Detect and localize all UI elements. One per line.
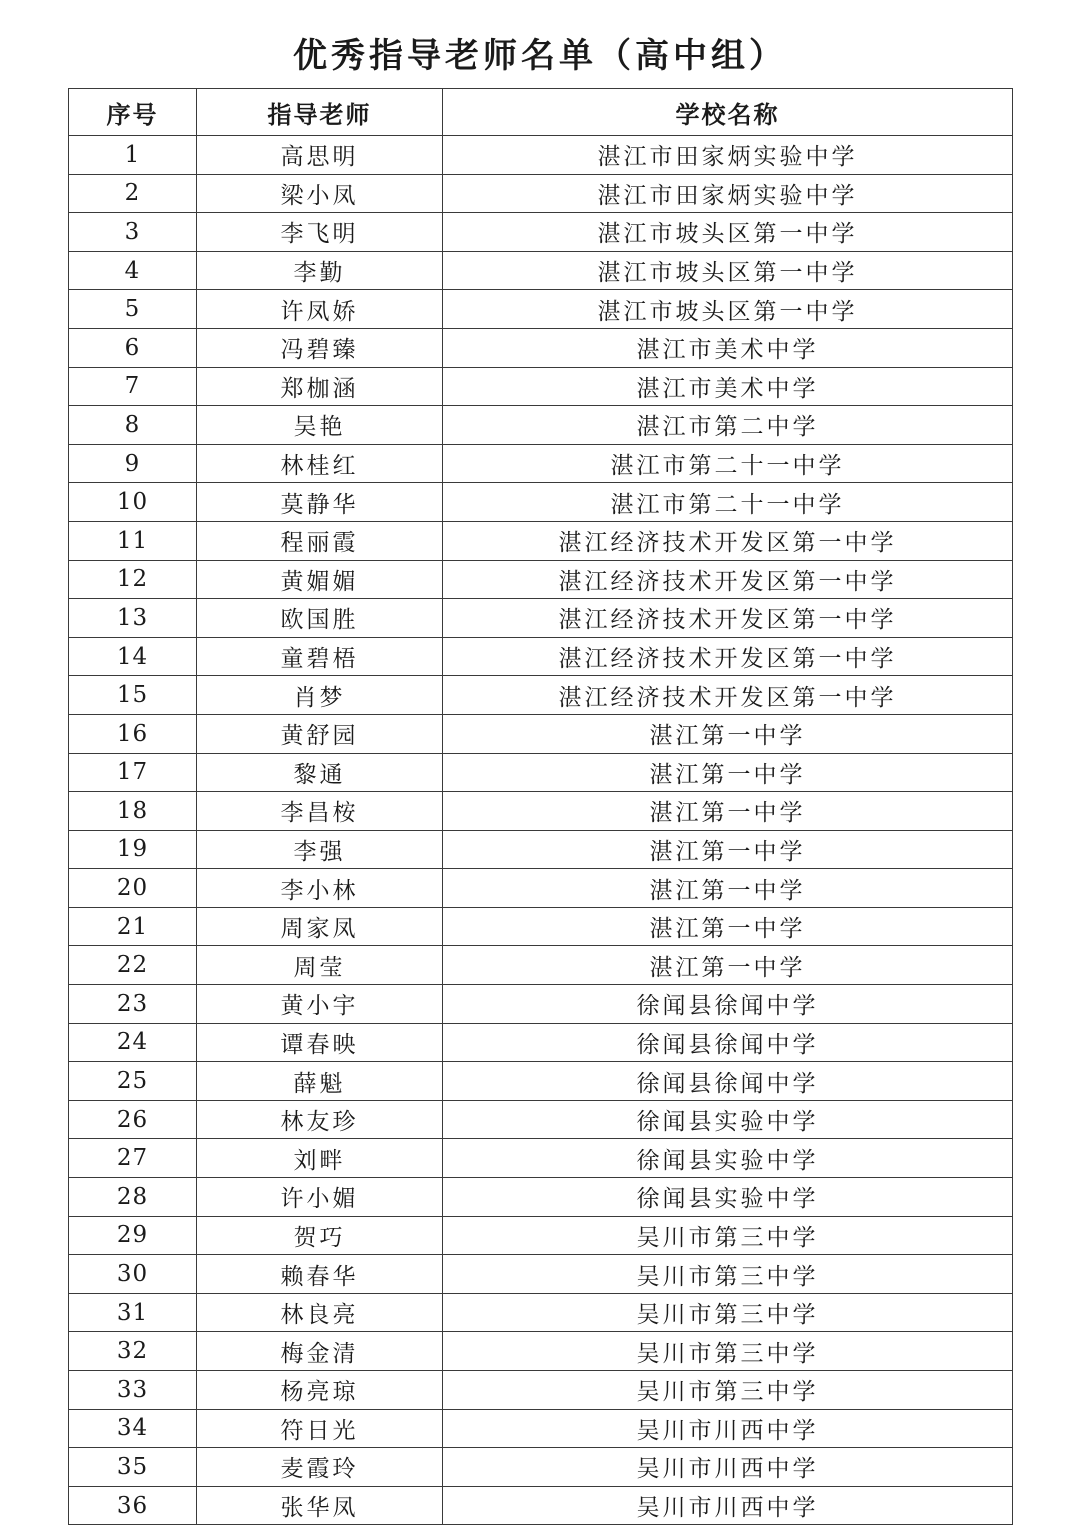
row-index: 3 <box>69 213 197 252</box>
row-school-name: 湛江市第二中学 <box>443 406 1013 445</box>
table-row <box>69 521 1013 560</box>
row-school-name: 徐闻县实验中学 <box>443 1100 1013 1139</box>
table-row <box>69 328 1013 367</box>
row-school-name: 湛江第一中学 <box>443 714 1013 753</box>
row-index: 34 <box>69 1409 197 1448</box>
table-row <box>69 290 1013 329</box>
row-teacher-name: 许小媚 <box>197 1178 443 1217</box>
row-index: 21 <box>69 907 197 946</box>
row-school-name: 湛江市美术中学 <box>443 367 1013 406</box>
table-row <box>69 1409 1013 1448</box>
table-row <box>69 1100 1013 1139</box>
table-row <box>69 1486 1013 1525</box>
row-index: 13 <box>69 599 197 638</box>
row-school-name: 湛江市坡头区第一中学 <box>443 213 1013 252</box>
row-school-name: 吴川市第三中学 <box>443 1216 1013 1255</box>
row-index: 23 <box>69 985 197 1024</box>
row-school-name: 湛江第一中学 <box>443 753 1013 792</box>
row-index: 6 <box>69 328 197 367</box>
table-row <box>69 869 1013 908</box>
table-row <box>69 406 1013 445</box>
row-school-name: 湛江经济技术开发区第一中学 <box>443 637 1013 676</box>
row-school-name: 湛江市坡头区第一中学 <box>443 251 1013 290</box>
row-teacher-name: 薛魁 <box>197 1062 443 1101</box>
row-teacher-name: 高思明 <box>197 136 443 175</box>
row-index: 14 <box>69 637 197 676</box>
row-teacher-name: 刘畔 <box>197 1139 443 1178</box>
table-row <box>69 753 1013 792</box>
row-school-name: 吴川市第三中学 <box>443 1332 1013 1371</box>
table-row <box>69 1255 1013 1294</box>
table-row <box>69 1178 1013 1217</box>
row-school-name: 徐闻县徐闻中学 <box>443 985 1013 1024</box>
row-teacher-name: 欧国胜 <box>197 599 443 638</box>
row-school-name: 吴川市川西中学 <box>443 1486 1013 1525</box>
header-teacher: 指导老师 <box>197 89 443 136</box>
table-row <box>69 1371 1013 1410</box>
row-teacher-name: 李昌桉 <box>197 792 443 831</box>
row-school-name: 湛江经济技术开发区第一中学 <box>443 521 1013 560</box>
row-index: 9 <box>69 444 197 483</box>
row-teacher-name: 莫静华 <box>197 483 443 522</box>
row-teacher-name: 黄小宇 <box>197 985 443 1024</box>
table-body <box>69 136 1013 1525</box>
row-teacher-name: 许凤娇 <box>197 290 443 329</box>
row-index: 15 <box>69 676 197 715</box>
table-row <box>69 1448 1013 1487</box>
row-teacher-name: 郑枷涵 <box>197 367 443 406</box>
row-teacher-name: 李强 <box>197 830 443 869</box>
table-row <box>69 213 1013 252</box>
row-school-name: 吴川市川西中学 <box>443 1409 1013 1448</box>
row-index: 25 <box>69 1062 197 1101</box>
row-index: 33 <box>69 1371 197 1410</box>
row-teacher-name: 冯碧臻 <box>197 328 443 367</box>
row-school-name: 湛江第一中学 <box>443 869 1013 908</box>
row-index: 29 <box>69 1216 197 1255</box>
row-school-name: 徐闻县实验中学 <box>443 1178 1013 1217</box>
table-row <box>69 174 1013 213</box>
row-teacher-name: 周莹 <box>197 946 443 985</box>
row-school-name: 湛江市田家炳实验中学 <box>443 136 1013 175</box>
row-index: 31 <box>69 1293 197 1332</box>
table-row <box>69 1216 1013 1255</box>
row-index: 7 <box>69 367 197 406</box>
table-row <box>69 599 1013 638</box>
row-index: 20 <box>69 869 197 908</box>
table-row <box>69 136 1013 175</box>
table-row <box>69 1332 1013 1371</box>
row-teacher-name: 黄舒园 <box>197 714 443 753</box>
row-index: 22 <box>69 946 197 985</box>
row-teacher-name: 程丽霞 <box>197 521 443 560</box>
row-index: 4 <box>69 251 197 290</box>
row-teacher-name: 黎通 <box>197 753 443 792</box>
row-school-name: 湛江市第二十一中学 <box>443 444 1013 483</box>
row-index: 17 <box>69 753 197 792</box>
row-index: 8 <box>69 406 197 445</box>
table-row <box>69 637 1013 676</box>
page-title: 优秀指导老师名单（高中组） <box>293 36 787 76</box>
row-teacher-name: 林桂红 <box>197 444 443 483</box>
row-index: 36 <box>69 1486 197 1525</box>
header-school: 学校名称 <box>443 89 1013 136</box>
row-index: 1 <box>69 136 197 175</box>
row-teacher-name: 周家凤 <box>197 907 443 946</box>
table-row <box>69 1023 1013 1062</box>
row-index: 10 <box>69 483 197 522</box>
row-index: 32 <box>69 1332 197 1371</box>
row-index: 18 <box>69 792 197 831</box>
row-school-name: 徐闻县实验中学 <box>443 1139 1013 1178</box>
row-teacher-name: 黄媚媚 <box>197 560 443 599</box>
row-teacher-name: 吴艳 <box>197 406 443 445</box>
row-school-name: 吴川市第三中学 <box>443 1255 1013 1294</box>
row-school-name: 湛江市第二十一中学 <box>443 483 1013 522</box>
row-school-name: 湛江第一中学 <box>443 907 1013 946</box>
row-school-name: 湛江市美术中学 <box>443 328 1013 367</box>
row-teacher-name: 符日光 <box>197 1409 443 1448</box>
row-index: 28 <box>69 1178 197 1217</box>
row-teacher-name: 麦霞玲 <box>197 1448 443 1487</box>
row-teacher-name: 梁小凤 <box>197 174 443 213</box>
row-index: 26 <box>69 1100 197 1139</box>
row-school-name: 湛江经济技术开发区第一中学 <box>443 599 1013 638</box>
row-school-name: 徐闻县徐闻中学 <box>443 1062 1013 1101</box>
row-index: 30 <box>69 1255 197 1294</box>
row-school-name: 吴川市第三中学 <box>443 1371 1013 1410</box>
row-teacher-name: 李勤 <box>197 251 443 290</box>
row-school-name: 湛江市坡头区第一中学 <box>443 290 1013 329</box>
table-header-row <box>69 89 1013 136</box>
row-school-name: 湛江经济技术开发区第一中学 <box>443 560 1013 599</box>
row-index: 19 <box>69 830 197 869</box>
row-school-name: 吴川市第三中学 <box>443 1293 1013 1332</box>
row-index: 11 <box>69 521 197 560</box>
row-index: 12 <box>69 560 197 599</box>
table-row <box>69 560 1013 599</box>
row-index: 35 <box>69 1448 197 1487</box>
table-row <box>69 985 1013 1024</box>
table-row <box>69 676 1013 715</box>
teacher-roster-table <box>68 88 1013 1525</box>
row-teacher-name: 杨亮琼 <box>197 1371 443 1410</box>
row-teacher-name: 李飞明 <box>197 213 443 252</box>
row-school-name: 湛江第一中学 <box>443 946 1013 985</box>
header-index: 序号 <box>69 89 197 136</box>
row-index: 2 <box>69 174 197 213</box>
row-teacher-name: 贺巧 <box>197 1216 443 1255</box>
row-school-name: 湛江第一中学 <box>443 830 1013 869</box>
row-school-name: 湛江第一中学 <box>443 792 1013 831</box>
table-row <box>69 367 1013 406</box>
table-row <box>69 1293 1013 1332</box>
table-row <box>69 1139 1013 1178</box>
row-index: 27 <box>69 1139 197 1178</box>
row-teacher-name: 林良亮 <box>197 1293 443 1332</box>
table-row <box>69 792 1013 831</box>
row-teacher-name: 赖春华 <box>197 1255 443 1294</box>
table-row <box>69 830 1013 869</box>
row-index: 16 <box>69 714 197 753</box>
table-row <box>69 444 1013 483</box>
row-school-name: 湛江市田家炳实验中学 <box>443 174 1013 213</box>
row-school-name: 湛江经济技术开发区第一中学 <box>443 676 1013 715</box>
row-teacher-name: 童碧梧 <box>197 637 443 676</box>
row-index: 5 <box>69 290 197 329</box>
row-teacher-name: 李小林 <box>197 869 443 908</box>
table-row <box>69 483 1013 522</box>
row-teacher-name: 林友珍 <box>197 1100 443 1139</box>
row-teacher-name: 梅金清 <box>197 1332 443 1371</box>
row-teacher-name: 谭春映 <box>197 1023 443 1062</box>
row-teacher-name: 张华凤 <box>197 1486 443 1525</box>
row-school-name: 吴川市川西中学 <box>443 1448 1013 1487</box>
row-teacher-name: 肖梦 <box>197 676 443 715</box>
table-row <box>69 714 1013 753</box>
table-row <box>69 946 1013 985</box>
row-school-name: 徐闻县徐闻中学 <box>443 1023 1013 1062</box>
table-row <box>69 907 1013 946</box>
row-index: 24 <box>69 1023 197 1062</box>
table-row <box>69 1062 1013 1101</box>
table-row <box>69 251 1013 290</box>
